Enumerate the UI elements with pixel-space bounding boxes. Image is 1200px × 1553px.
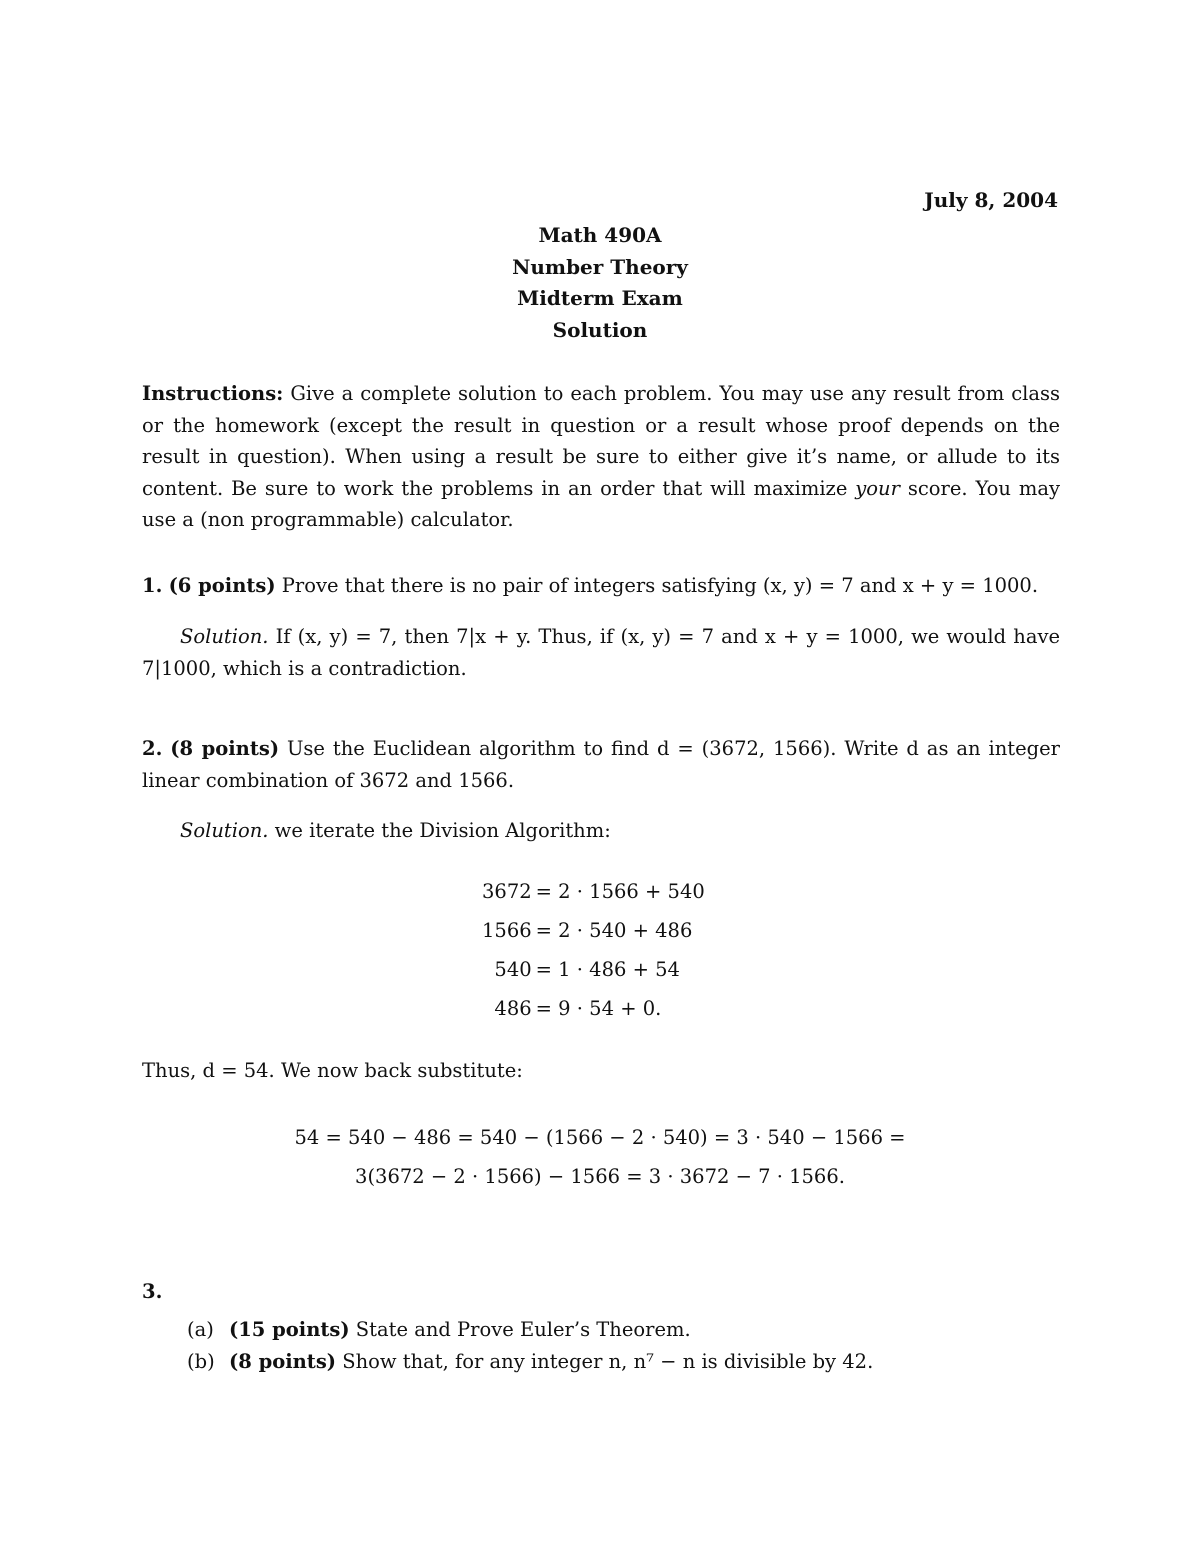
part-a-text: State and Prove Euler’s Theorem. — [349, 1318, 691, 1341]
problem-2-solution — [142, 815, 1060, 847]
list-item — [187, 1314, 1067, 1346]
part-b-points: (8 points) — [229, 1350, 337, 1373]
part-a-points: (15 points) — [229, 1318, 350, 1341]
problem-2-conclusion: Thus, d = 54. We now back substitute: — [142, 1059, 523, 1082]
course-title: Math 490A — [538, 223, 662, 247]
problem-2-text: Use the Euclidean algorithm to find d = (3672, 1566). Write d as an integer linear combination of 3672 and 1566. — [142, 737, 1060, 792]
part-b-mark: (b) — [187, 1350, 215, 1373]
exam-date: July 8, 2004 — [924, 188, 1058, 212]
division-step-rhs: = 9 · 54 + 0. — [535, 997, 662, 1020]
division-step — [482, 950, 705, 989]
problem-2-number: 2. — [142, 737, 163, 760]
problem-2-statement — [142, 733, 1060, 796]
division-step-rhs: = 2 · 540 + 486 — [535, 919, 693, 942]
division-step-lhs: 3672 — [482, 880, 532, 903]
instructions-text-1: Give a complete solution to each problem. You may use any result from class or the homework (except the result in question or a result whose proof depends on the result in question). When using a result be sure to either give it’s name, or allude to its content. Be sure to work the problems in an order that will maximize — [142, 382, 1060, 500]
list-item — [187, 1346, 1067, 1378]
problem-1-number: 1. — [142, 574, 163, 597]
subject-title: Number Theory — [512, 254, 688, 279]
division-step — [482, 911, 705, 950]
division-step — [482, 989, 705, 1028]
division-step — [482, 872, 705, 911]
division-step-rhs: = 2 · 1566 + 540 — [535, 880, 705, 903]
problem-2-solution-label: Solution. — [180, 819, 269, 842]
problem-1-solution-label: Solution. — [180, 625, 269, 648]
back-substitution-line-1: 54 = 540 − 486 = 540 − (1566 − 2 · 540) = 3 · 540 − 1566 = — [294, 1126, 906, 1149]
division-step-lhs: 486 — [494, 997, 532, 1020]
instructions-paragraph — [142, 378, 1060, 536]
exam-title: Midterm Exam — [517, 286, 683, 310]
problem-1-solution-text: If (x, y) = 7, then 7|x + y. Thus, if (x, y) = 7 and x + y = 1000, we would have 7|1000, which is a contradiction. — [142, 625, 1060, 680]
back-substitution-line-2: 3(3672 − 2 · 1566) − 1566 = 3 · 3672 − 7 · 1566. — [355, 1165, 845, 1188]
instructions-text-2: score. You may use a (non programmable) calculator. — [142, 476, 1060, 531]
problem-3-number: 3. — [142, 1280, 163, 1303]
title-block — [0, 220, 1200, 346]
part-a-mark: (a) — [187, 1318, 214, 1341]
back-substitution — [0, 1118, 1200, 1196]
division-step-rhs: = 1 · 486 + 54 — [535, 958, 680, 981]
division-step-lhs: 1566 — [482, 919, 532, 942]
division-step-lhs: 540 — [494, 958, 532, 981]
problem-2-points: (8 points) — [170, 737, 280, 760]
problem-1-points: (6 points) — [168, 574, 276, 597]
problem-1-solution — [142, 621, 1060, 684]
part-b-text: Show that, for any integer n, n⁷ − n is divisible by 42. — [336, 1350, 874, 1373]
problem-3-heading — [142, 1276, 1060, 1308]
problem-2-solution-text: we iterate the Division Algorithm: — [268, 819, 611, 842]
instructions-label: Instructions: — [142, 382, 284, 405]
kind-title: Solution — [552, 317, 648, 342]
division-steps — [482, 872, 705, 1028]
problem-1-statement — [142, 570, 1060, 602]
problem-3-parts — [187, 1314, 1067, 1378]
problem-1-text: Prove that there is no pair of integers satisfying (x, y) = 7 and x + y = 1000. — [275, 574, 1039, 597]
instructions-emphasis: your — [855, 476, 900, 500]
